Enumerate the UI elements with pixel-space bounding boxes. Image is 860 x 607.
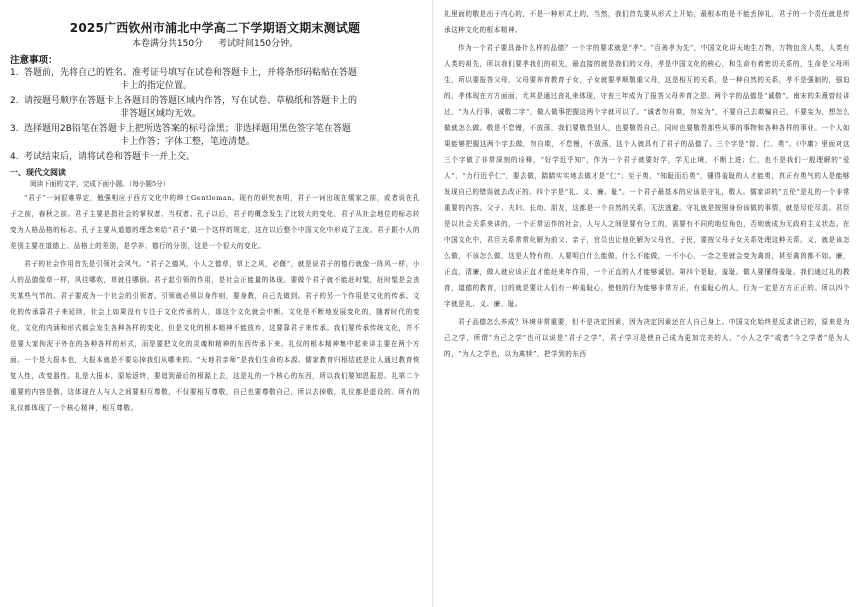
notice-item-1 (10, 67, 420, 92)
notice-item-text: 考试结束后，请将试卷和答题卡一并上交。 (24, 152, 196, 162)
notice-item-4 (10, 151, 420, 164)
notice-item-text: 选择题用2B铅笔在答题卡上把所选答案的标号涂黑；非选择题用黑色签字笔在答题 (24, 124, 351, 134)
passage-paragraph-4: 作为一个君子要具备什么样的品德？一个字的要求就是“孝”。“百善孝为先”，中国文化讲天地生万物，万物包含人类，人类有人类的祖先，所以我们要孝我们的祖先，最直接的就是我们的父母，孝是中国文化的核心，和生命有着密切关系的，生命是父母所生，所以要报答父母，父母要养育教育子女，子女就要孝顺敬重父母，这是相互的关系，是一种自然的关系，孝不是强制的，强迫的，孝体现在方方面面，尤其是通过丧礼来体现，守丧三年成为了报答父母养育之恩。两个字的品德是“诚敬”。南宋的朱熹曾经讲过，“为人行事，诚敬二字”，做人做事把握这两个字就可以了。“诚者勿自欺，勿妄为”，不要自己去欺骗自己，不要妄为，想怎么做就怎么做。敬是不怠慢，不放荡，我们要敬畏别人，也要敬畏自己，同时也要敬畏那些从事的事物和各种各样的事业。一个人如果能够把握这两个字去做，勿自欺，不怠慢，不放荡，这个人就具有了君子的品德了。三个字是“智、仁、勇”。《中庸》里面对这三个字做了非常深刻的诠释，“好学近乎知”，作为一个君子就要好学，学无止境，不断上进；仁，也不是我们一般理解的“爱人”，“力行近乎仁”，要去做，踏踏实实地去做才是“仁”；至于勇，“知耻而后勇”，懂得羞耻的人才能勇，真正有勇气的人是能够发现自己的错误就去改正的。四个字是“礼、义、廉、耻”。一个君子最基本的应该是守礼，敬人。儒家讲的“五伦”是礼的一个非常重要的内容。父子、夫妇、长幼、朋友，这都是一个自然的关系，无法逃避。守礼就是按照身份该做的事情，就是尽伦尽责。君臣是以社会关系来讲的，一个正常运作的社会，人与人之间是要有分工的，需要有不同的地位角色，否则就成为无政府主义状态。在中国文化中，君臣关系常常化解为前父、亲子，官员也让他化解为父母官，子民，要按父母子女关系处理这种关系。义，就是该怎么做，不该怎么做，这是人特有的，人要明白什么能做，什么不能做，一不小心，一念之差就会变为禽兽，甚至禽兽都不如。廉，正直，清廉，做人就应该正直才能赶来年作用，一个正直的人才能够诚信。第四个是耻，羞耻。做人要懂得羞耻。我们通过礼的教育，道德的教育，目的就是要让人们有一种羞耻心，使他的行为能够非常方正，有羞耻心的人，行为一定是方方正正的。所以四个字就是礼、义、廉、耻。 (444, 44, 850, 308)
exam-title: 2025广西钦州市浦北中学高二下学期语文期末测试题 (69, 21, 361, 35)
notice-heading: 注意事项： (10, 55, 58, 66)
notice-item-number: 2. (10, 96, 19, 106)
notice-item-number: 3. (10, 124, 19, 134)
section-heading: 一、现代文阅读 (10, 167, 66, 177)
notice-item-number: 1. (10, 68, 19, 78)
passage-paragraph-2: 君子的社会作用首先是引领社会风气。“君子之德风，小人之德草，草上之风，必偃”，就是说君子的德行就像一阵风一样，小人的品德像草一样，风往哪吹，草就往哪倒。君子起引领的作用，是社会正能量的体现。要做个君子就不能赶时髦，赶时髦是会丧失某些气节的。君子要成为一个社会的引领者。引领就必须以身作则，要身教，自己先做到。君子的另一个作用是文化的传承。文化的传承靠君子来延续，社会上如果没有专注于文化传承的人，那这个文化就会中断。文化是不断地发展变化的，随着时代的变化，文化的内涵和形式都会发生各种各样的变化，但是文化的根本精神不能放弃，这要靠君子来传承。我们要传承传统文化，并不是要大家拘泥于外在的各种各样的形式，而是要把文化的灵魂和精神的东西传承下来。礼仪的根本精神集中起来讲主要在两个方面。一个是大报本也，大报本就是不要忘掉我们从哪来的。“天地君亲师”是我们生命的本源。儒家教育归根结底是让人通过教育恢复人性，改变器性。礼是大报本，原始返终，要追到最后的根源上去，这是礼的一个核心的东西，所以我们要知恩报恩。礼第二个重要的内容是敬，这体现在人与人之间要相互尊敬，不仅要相互尊敬，自己也要尊敬自己，所以去掉敬，礼仪都是虚设的。所有的礼仪都体现了一个核心精神，相互尊敬。 (10, 259, 420, 412)
passage-paragraph-3: 礼里面的敬是出于内心的，不是一种形式上的，当然，我们首先要从形式上开始，最根本的是不能丢掉礼，君子的一个责任就是传承这种文化的根本精神。 (444, 10, 850, 34)
notice-item-2 (10, 95, 420, 120)
notice-item-number: 4. (10, 152, 19, 162)
notice-item-continuation: 卡上的指定位置。 (120, 80, 193, 91)
right-column (438, 0, 856, 607)
notice-item-text: 答题前，先将自己的姓名、准考证号填写在试卷和答题卡上，并将条形码粘贴在答题 (24, 68, 358, 78)
notice-item-continuation: 非答题区域均无效。 (120, 108, 202, 119)
passage-paragraph-5: 君子品德怎么养成？环境非常重要，但不是决定因素，因为决定因素还在人自己身上。中国文化始终是反求诸己的，原来是为己之学，所谓“为己之学”也可以说是“君子之学”，君子学习是使自己成为更加完美的人。“小人之学”或者“今之学者”是为人的，“为人之学也，以为禽犊”，把学到的东西 (444, 318, 850, 358)
time-info: 考试时间150分钟。 (217, 39, 299, 49)
section-instruction: 阅读下面的文字，完成下面小题。（每小题5分） (30, 179, 170, 188)
exam-meta (10, 38, 420, 51)
column-divider (432, 0, 433, 607)
notice-item-continuation: 卡上作答；字体工整，笔迹清楚。 (120, 136, 256, 147)
notice-item-text: 请按题号顺序在答题卡上各题目的答题区域内作答，写在试卷、草稿纸和答题卡上的 (24, 96, 358, 106)
passage-paragraph-1: “君子”一词很难界定，勉强相应于西方文化中的绅士Gentleman。现有的研究表明，君子一词出现在儒家之前，或者说在孔子之前，春秋之前。君子主要是指社会的掌权者、当权者。孔子以后，君子的概念发生了比较大的变化，君子从社会地位的标志转变为人格品格的标志。孔子主要从道德的理念来给“君子”做一个这样的规定，这在以后整个中国文化中形成了主流。君子跟小人的差别主要在道德上、品格上的差别，是学养、德行的分别，这是一个很大的变化。 (10, 193, 420, 250)
score-info: 本卷满分共150分 (131, 39, 204, 49)
notice-item-3 (10, 123, 420, 148)
